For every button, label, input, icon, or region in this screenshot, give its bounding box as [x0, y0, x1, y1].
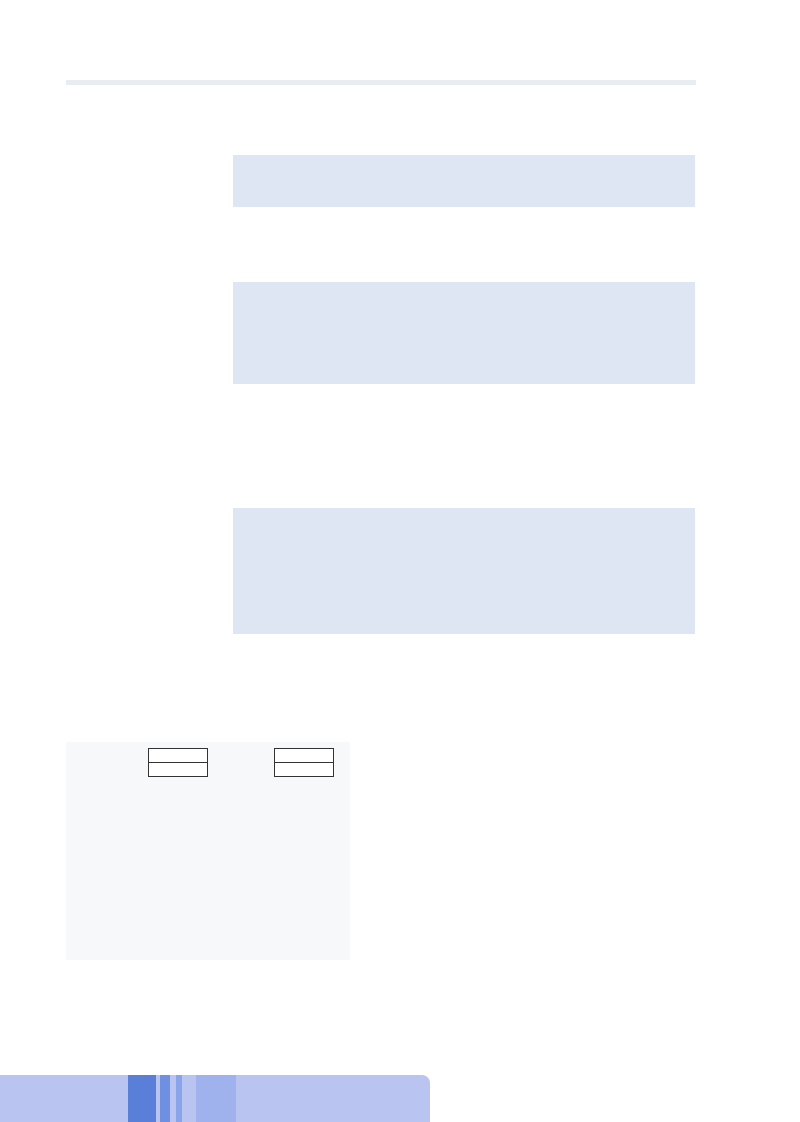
code-block-getitem	[233, 282, 695, 384]
top-rule	[66, 80, 696, 85]
code-block-length	[233, 155, 695, 207]
footer-stripe	[128, 1075, 156, 1122]
shift-arrows	[66, 742, 350, 960]
footer-stripe	[176, 1075, 182, 1122]
figure-3-5	[66, 742, 350, 960]
footer-stripe	[160, 1075, 170, 1122]
code-block-getloc	[233, 508, 695, 634]
footer-stripe	[196, 1075, 236, 1122]
